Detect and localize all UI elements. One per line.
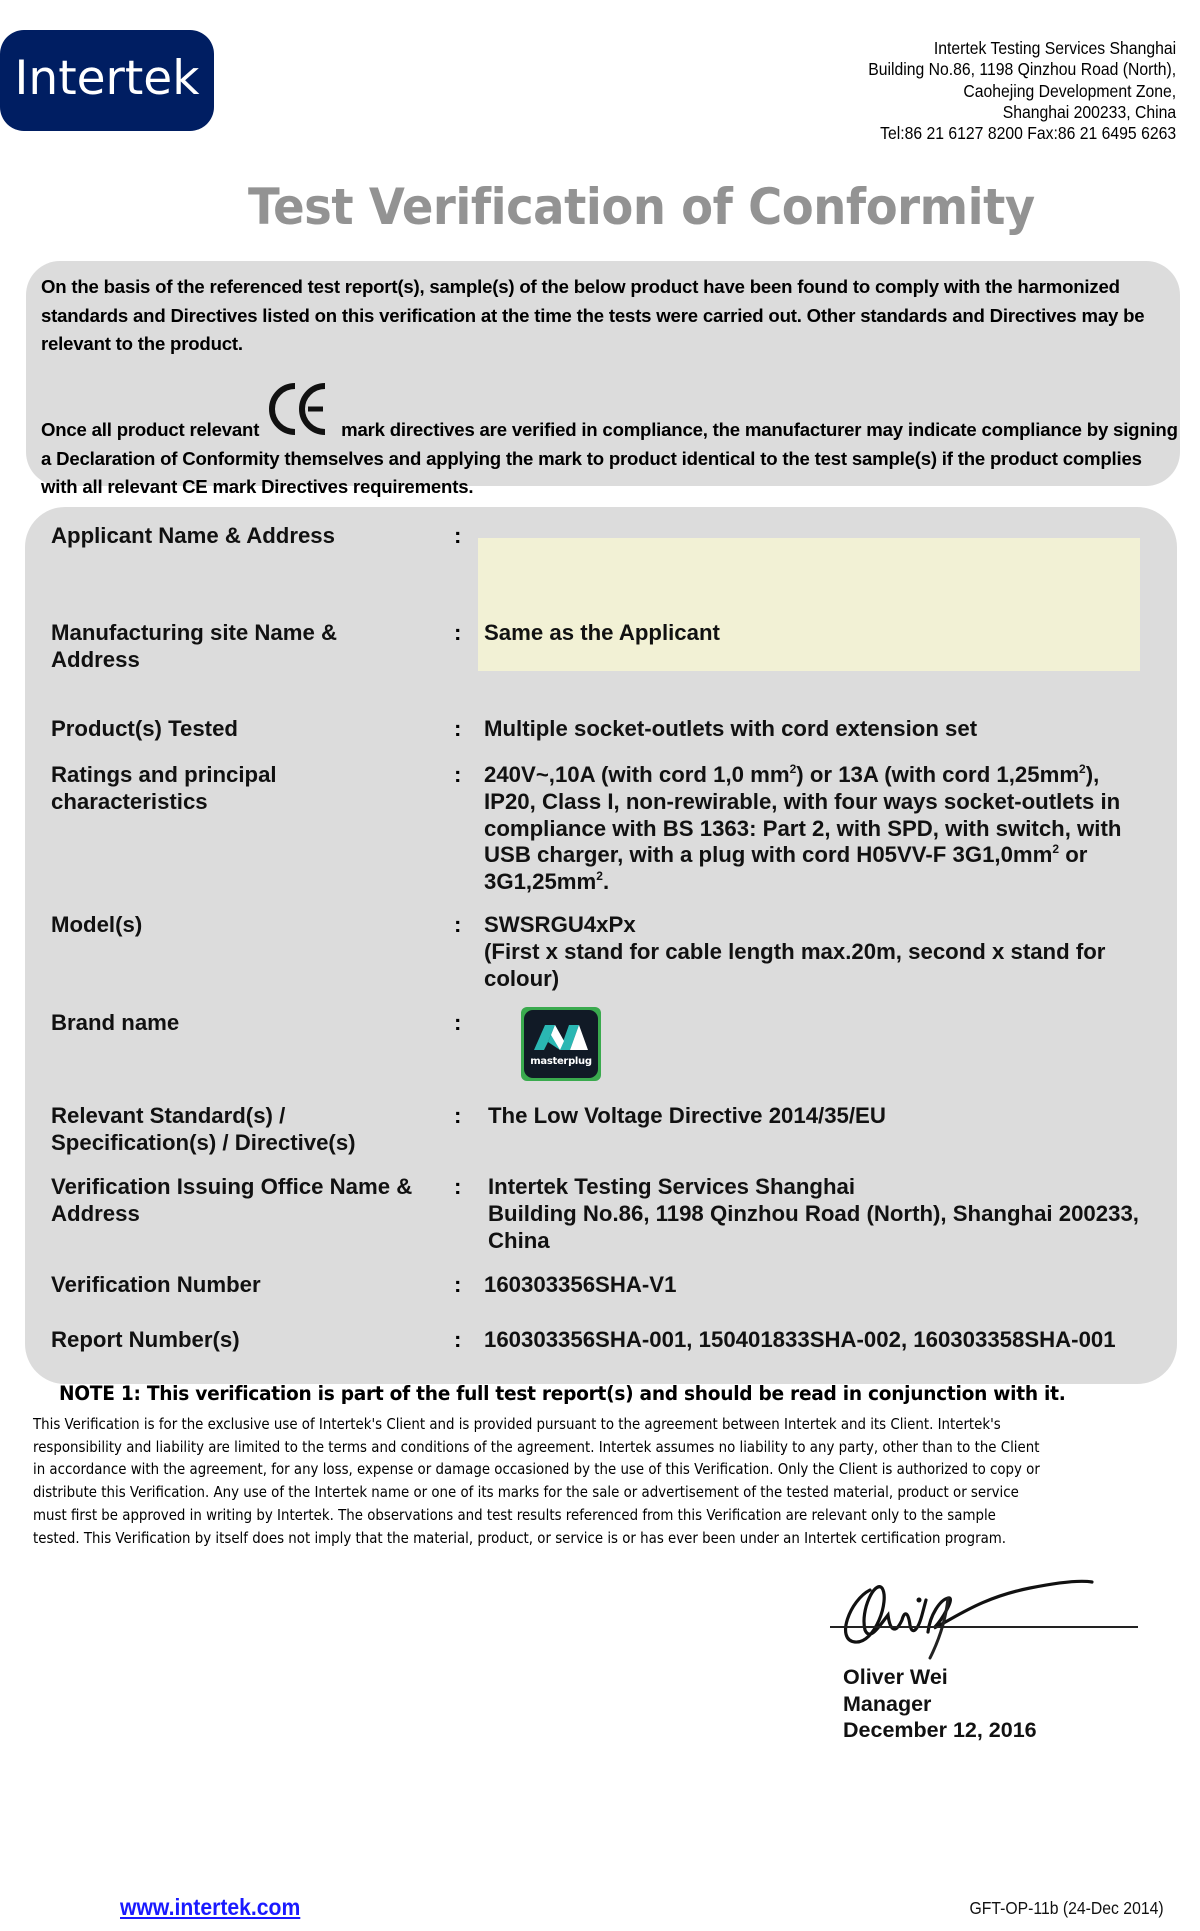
text: USB charger, with a plug with cord H05VV-F 3G1,0mm	[484, 842, 1053, 868]
label-line: Ratings and principal	[51, 762, 277, 787]
disclaimer-line: must first be approved in writing by Intertek. The observations and test results referenced from this Verification are relevant only to the sample	[33, 1505, 996, 1524]
website-link[interactable]: www.intertek.com	[120, 1894, 301, 1920]
intro-panel	[26, 261, 1180, 498]
intro-paragraph-2	[41, 388, 1181, 502]
note-title: NOTE 1: This verification is part of the full test report(s) and should be read in conjunction with it.	[59, 1382, 1066, 1405]
ratings-label	[51, 762, 451, 816]
colon: :	[454, 1174, 462, 1199]
models-label: Model(s)	[51, 912, 143, 937]
intertek-logo	[0, 30, 214, 131]
office-address	[868, 38, 1176, 144]
office-line: Tel:86 21 6127 8200 Fax:86 21 6495 6263	[879, 123, 1176, 144]
model-note: colour)	[484, 965, 560, 991]
manufacturing-site-value: Same as the Applicant	[484, 620, 720, 645]
superscript: 2	[596, 869, 603, 884]
applicant-value-box	[478, 538, 1140, 671]
label-line: Address	[51, 646, 140, 672]
models-value	[484, 912, 1154, 992]
office-line: Building No.86, 1198 Qinzhou Road (North),	[868, 59, 1176, 80]
colon: :	[454, 1103, 462, 1128]
issuing-office-value	[488, 1174, 1168, 1254]
colon: :	[454, 716, 462, 741]
page-title: Test Verification of Conformity	[248, 178, 1035, 236]
signature-line	[830, 1626, 1138, 1628]
text: ),	[1085, 762, 1100, 787]
office-line: Intertek Testing Services Shanghai	[933, 38, 1176, 58]
colon: :	[454, 762, 462, 787]
disclaimer-line: This Verification is for the exclusive use of Intertek's Client and is provided pursuant to the agreement between Intertek and its Client. Intertek's	[33, 1415, 1001, 1433]
standards-value: The Low Voltage Directive 2014/35/EU	[488, 1103, 886, 1128]
disclaimer-line: in accordance with the agreement, for any loss, expense or damage occasioned by the use of this Verification. Only the Client is authorized to copy or	[33, 1460, 1040, 1479]
colon: :	[454, 1327, 462, 1352]
form-code: GFT-OP-11b (24-Dec 2014)	[969, 1898, 1164, 1918]
label-line: Verification Issuing Office Name &	[51, 1174, 413, 1199]
label-line: Manufacturing site Name &	[51, 620, 338, 645]
office-name: Intertek Testing Services Shanghai	[488, 1174, 856, 1199]
office-line: Shanghai 200233, China	[1002, 101, 1176, 122]
model-note: (First x stand for cable length max.20m, second x stand for	[484, 938, 1106, 964]
text: 3G1,25mm	[484, 869, 597, 895]
colon: :	[454, 1010, 462, 1035]
disclaimer-line: tested. This Verification by itself does not imply that the material, product, or service is or has ever been under an Intertek certification program.	[33, 1528, 1007, 1547]
ratings-line	[484, 869, 1154, 896]
report-numbers-value: 160303356SHA-001, 150401833SHA-002, 160303358SHA-001	[484, 1327, 1116, 1352]
intro-text-after-mark: mark directives are verified in compliance, the manufacturer may indicate compliance by signing a Declaration of Conformity themselves and applying the mark to product identical to the test sample(s) if the product complies with all relevant CE mark Directives requirements.	[41, 419, 1178, 498]
label-line: Address	[51, 1200, 140, 1226]
signature-image	[830, 1570, 1140, 1670]
intro-text-before-mark: Once all product relevant	[41, 419, 260, 440]
masterplug-logo	[521, 1007, 601, 1081]
office-line: Caohejing Development Zone,	[963, 80, 1176, 101]
disclaimer-text	[33, 1413, 1177, 1549]
colon: :	[454, 912, 462, 937]
office-address-line: China	[488, 1227, 550, 1253]
verification-number-label: Verification Number	[51, 1272, 261, 1297]
colon: :	[454, 1272, 462, 1297]
applicant-label: Applicant Name & Address	[51, 523, 335, 548]
standards-label	[51, 1103, 451, 1157]
colon: :	[454, 523, 462, 548]
products-tested-label: Product(s) Tested	[51, 716, 238, 741]
superscript: 2	[1052, 842, 1060, 857]
text: .	[602, 869, 610, 895]
masterplug-m-icon	[524, 1010, 598, 1078]
disclaimer-line: responsibility and liability are limited to the terms and conditions of the agreement. Intertek assumes no liability to any party, other than to the Client	[33, 1437, 1040, 1456]
manufacturing-site-label	[51, 620, 451, 674]
report-numbers-label: Report Number(s)	[51, 1327, 240, 1352]
verification-details-panel	[25, 507, 1177, 1384]
intro-paragraph-1: On the basis of the referenced test report(s), sample(s) of the below product have been found to comply with the harmonized standards and Directives listed on this verification at the time the tests were carried out. Other standards and Directives may be relevant to the product.	[41, 276, 1145, 355]
model-code: SWSRGU4xPx	[484, 912, 636, 937]
colon: :	[454, 620, 462, 645]
verification-number-value: 160303356SHA-V1	[484, 1272, 677, 1297]
ratings-line	[484, 762, 1154, 789]
office-address-line: Building No.86, 1198 Qinzhou Road (North), Shanghai 200233,	[488, 1200, 1139, 1226]
logo-text: Intertek	[14, 51, 200, 106]
text: or	[1059, 842, 1088, 868]
signatory-position: Manager	[843, 1691, 932, 1716]
disclaimer-line: distribute this Verification. Any use of the Intertek name or one of its marks for the sale or advertisement of the tested material, product or service	[33, 1483, 1019, 1502]
superscript: 2	[789, 762, 797, 776]
ratings-value	[484, 762, 1154, 896]
label-line: Specification(s) / Directive(s)	[51, 1129, 356, 1155]
text: 240V~,10A (with cord 1,0 mm	[484, 762, 790, 787]
ratings-line: compliance with BS 1363: Part 2, with SPD, with switch, with	[484, 815, 1122, 841]
ratings-line	[484, 842, 1154, 869]
signatory-name: Oliver Wei	[843, 1665, 948, 1689]
signatory-date: December 12, 2016	[843, 1718, 1037, 1743]
text: ) or 13A (with cord 1,25mm	[796, 762, 1080, 787]
signatory-block	[843, 1664, 1037, 1744]
products-tested-value: Multiple socket-outlets with cord extension set	[484, 716, 978, 741]
ratings-line: IP20, Class I, non-rewirable, with four ways socket-outlets in	[484, 788, 1121, 814]
ce-mark-icon	[268, 382, 328, 436]
superscript: 2	[1079, 762, 1086, 776]
label-line: Relevant Standard(s) /	[51, 1103, 286, 1128]
masterplug-text: masterplug	[530, 1056, 592, 1067]
issuing-office-label	[51, 1174, 451, 1228]
masterplug-logo-inner	[524, 1010, 598, 1078]
label-line: characteristics	[51, 788, 208, 814]
brand-label: Brand name	[51, 1010, 180, 1035]
